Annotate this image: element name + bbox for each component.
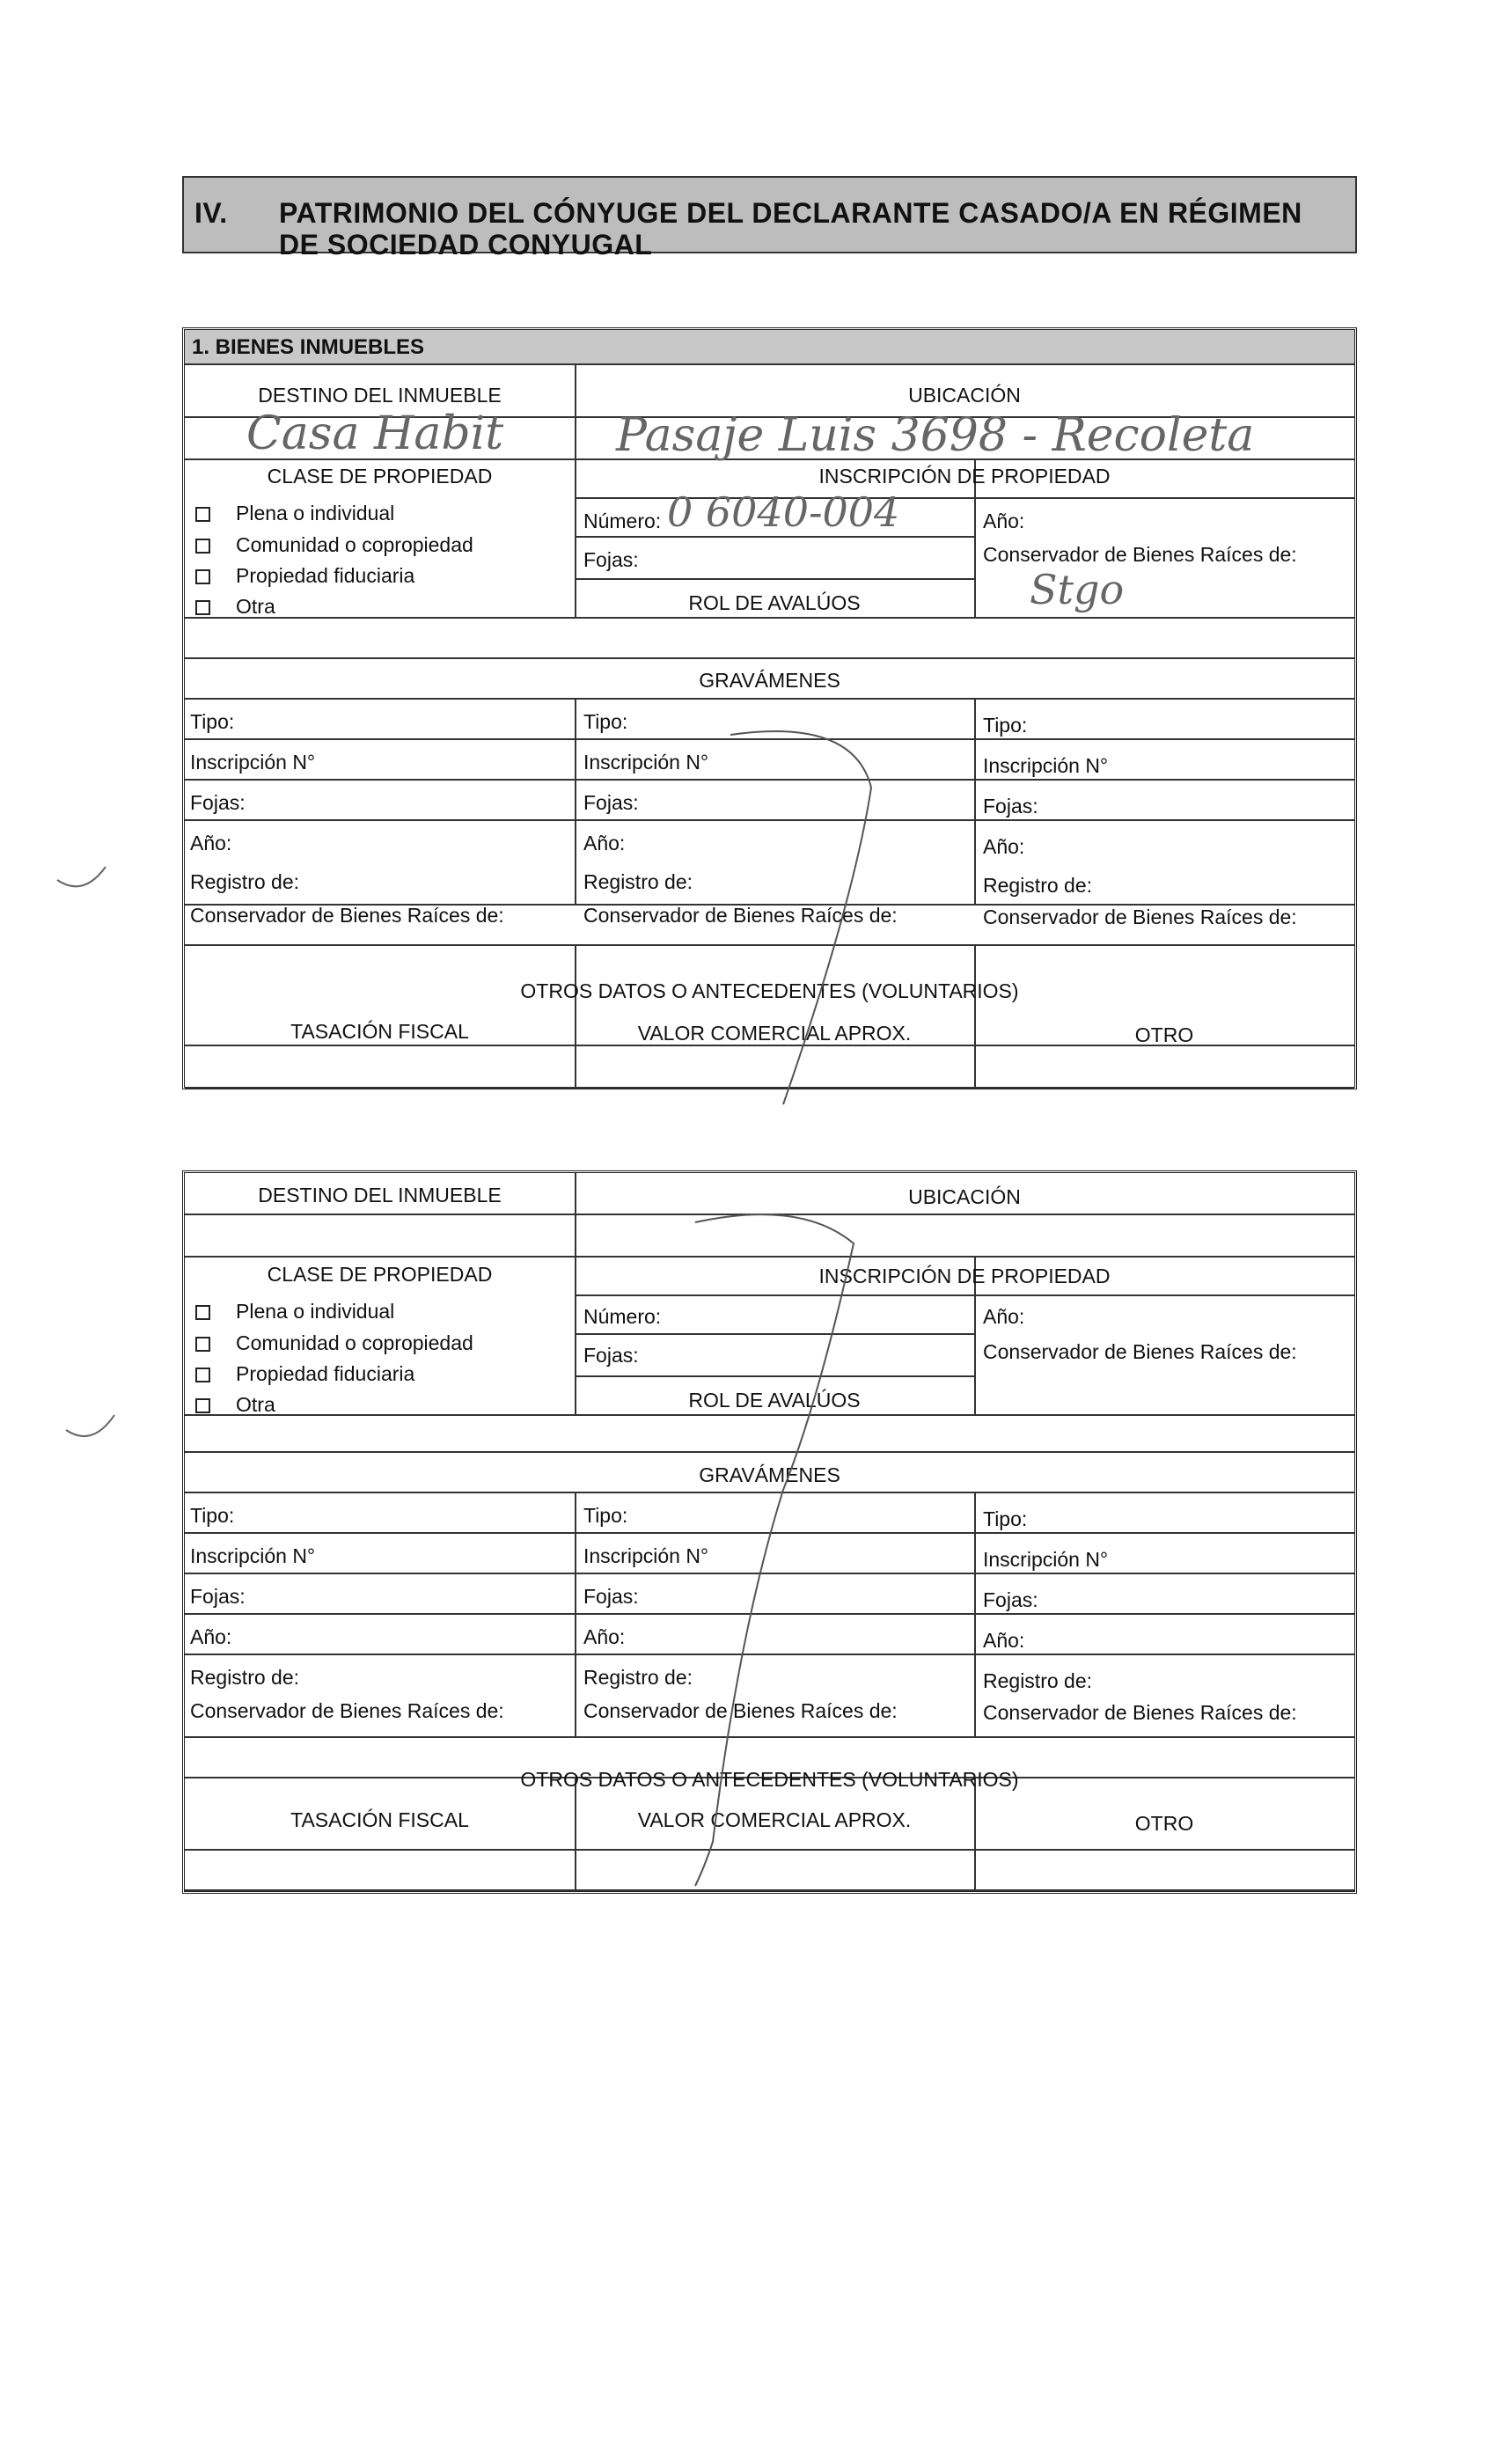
gravamen-4-tipo: Tipo: — [190, 1504, 235, 1527]
gravamenes-label: GRAVÁMENES — [699, 669, 840, 692]
gravamen-6-inscripcion: Inscripción N° — [983, 1548, 1109, 1571]
clase-option-otra-2: Otra — [236, 1393, 275, 1416]
otro-label: OTRO — [1134, 1023, 1194, 1046]
gravamen-6-conservador: Conservador de Bienes Raíces de: — [983, 1701, 1297, 1724]
tasacion-label-2: TASACIÓN FISCAL — [290, 1808, 469, 1831]
gravamen-2-tipo: Tipo: — [583, 710, 628, 733]
tasacion-label: TASACIÓN FISCAL — [290, 1020, 469, 1043]
gravamen-1-conservador: Conservador de Bienes Raíces de: — [190, 904, 504, 927]
section-number: IV. — [194, 197, 228, 229]
clase-option-plena: Plena o individual — [236, 502, 395, 524]
gravamen-5-registro: Registro de: — [583, 1666, 693, 1689]
strike-mark-1 — [185, 330, 1360, 1092]
gravamen-4-inscripcion: Inscripción N° — [190, 1544, 316, 1567]
anio-label: Año: — [983, 510, 1025, 532]
otros-label-2: OTROS DATOS O ANTECEDENTES (VOLUNTARIOS) — [520, 1768, 1019, 1791]
clase-option-comunidad: Comunidad o copropiedad — [236, 533, 473, 556]
gravamen-5-anio: Año: — [583, 1625, 626, 1648]
gravamen-2-registro: Registro de: — [583, 870, 693, 893]
gravamen-6-registro: Registro de: — [983, 1669, 1093, 1692]
gravamen-5-conservador: Conservador de Bienes Raíces de: — [583, 1699, 898, 1722]
gravamen-6-anio: Año: — [983, 1629, 1025, 1652]
numero-label-2: Número: — [583, 1305, 662, 1328]
gravamen-1-tipo: Tipo: — [190, 710, 235, 733]
gravamen-4-conservador: Conservador de Bienes Raíces de: — [190, 1699, 504, 1722]
gravamen-4-registro: Registro de: — [190, 1666, 300, 1689]
gravamen-5-inscripcion: Inscripción N° — [583, 1544, 709, 1567]
numero-handwritten: 0 6040-004 — [667, 488, 900, 536]
anio-label-2: Año: — [983, 1305, 1025, 1328]
clase-option-fiduciaria-2: Propiedad fiduciaria — [236, 1362, 415, 1385]
otro-label-2: OTRO — [1134, 1812, 1194, 1835]
gravamen-1-registro: Registro de: — [190, 870, 300, 893]
gravamen-6-tipo: Tipo: — [983, 1507, 1028, 1530]
valor-label: VALOR COMERCIAL APROX. — [637, 1022, 912, 1045]
gravamen-4-anio: Año: — [190, 1625, 232, 1648]
gravamen-4-fojas: Fojas: — [190, 1585, 246, 1608]
ubicacion-label-2: UBICACIÓN — [908, 1185, 1021, 1208]
gravamen-5-fojas: Fojas: — [583, 1585, 639, 1608]
numero-label: Número: — [583, 510, 662, 532]
subsection-title: 1. BIENES INMUEBLES — [192, 335, 425, 359]
strike-mark-2 — [185, 1173, 1360, 1896]
gravamen-2-anio: Año: — [583, 832, 626, 854]
valor-label-2: VALOR COMERCIAL APROX. — [637, 1808, 912, 1831]
property-form-2 — [182, 1170, 1357, 1894]
gravamen-3-anio: Año: — [983, 835, 1025, 858]
property-form-1 — [182, 327, 1357, 1089]
conservador-handwritten: Stgo — [1030, 566, 1125, 613]
margin-mark-2 — [62, 1408, 123, 1461]
gravamenes-label-2: GRAVÁMENES — [699, 1463, 840, 1486]
rol-label: ROL DE AVALÚOS — [688, 591, 861, 614]
margin-mark-1 — [53, 862, 114, 915]
conservador-label: Conservador de Bienes Raíces de: — [983, 543, 1297, 566]
section-title: PATRIMONIO DEL CÓNYUGE DEL DECLARANTE CASADO/A EN RÉGIMEN DE SOCIEDAD CONYUGAL — [279, 197, 1302, 260]
gravamen-1-anio: Año: — [190, 832, 232, 854]
gravamen-1-inscripcion: Inscripción N° — [190, 751, 316, 774]
gravamen-2-fojas: Fojas: — [583, 791, 639, 814]
gravamen-3-registro: Registro de: — [983, 874, 1093, 897]
otros-label: OTROS DATOS O ANTECEDENTES (VOLUNTARIOS) — [520, 979, 1019, 1002]
destino-label: DESTINO DEL INMUEBLE — [258, 384, 502, 407]
clase-option-fiduciaria: Propiedad fiduciaria — [236, 564, 415, 587]
gravamen-1-fojas: Fojas: — [190, 791, 246, 814]
clase-option-comunidad-2: Comunidad o copropiedad — [236, 1331, 473, 1354]
clase-option-plena-2: Plena o individual — [236, 1300, 395, 1323]
gravamen-3-conservador: Conservador de Bienes Raíces de: — [983, 906, 1297, 928]
ubicacion-label: UBICACIÓN — [908, 384, 1021, 407]
destino-handwritten: Casa Habit — [246, 407, 504, 460]
gravamen-2-conservador: Conservador de Bienes Raíces de: — [583, 904, 898, 927]
gravamen-2-inscripcion: Inscripción N° — [583, 751, 709, 774]
gravamen-6-fojas: Fojas: — [983, 1588, 1038, 1611]
rol-label-2: ROL DE AVALÚOS — [688, 1389, 861, 1412]
section-header — [182, 176, 1357, 260]
conservador-label-2: Conservador de Bienes Raíces de: — [983, 1340, 1297, 1363]
fojas-label: Fojas: — [583, 548, 639, 571]
clase-label-2: CLASE DE PROPIEDAD — [267, 1263, 493, 1286]
inscripcion-label: INSCRIPCIÓN DE PROPIEDAD — [818, 465, 1111, 488]
fojas-label-2: Fojas: — [583, 1344, 639, 1367]
gravamen-3-inscripcion: Inscripción N° — [983, 754, 1109, 777]
gravamen-3-tipo: Tipo: — [983, 714, 1028, 737]
inscripcion-label-2: INSCRIPCIÓN DE PROPIEDAD — [818, 1265, 1111, 1287]
ubicacion-handwritten: Pasaje Luis 3698 - Recoleta — [616, 409, 1255, 462]
gravamen-3-fojas: Fojas: — [983, 795, 1038, 818]
destino-label-2: DESTINO DEL INMUEBLE — [258, 1184, 502, 1206]
clase-option-otra: Otra — [236, 595, 275, 618]
clase-label: CLASE DE PROPIEDAD — [267, 465, 493, 488]
gravamen-5-tipo: Tipo: — [583, 1504, 628, 1527]
